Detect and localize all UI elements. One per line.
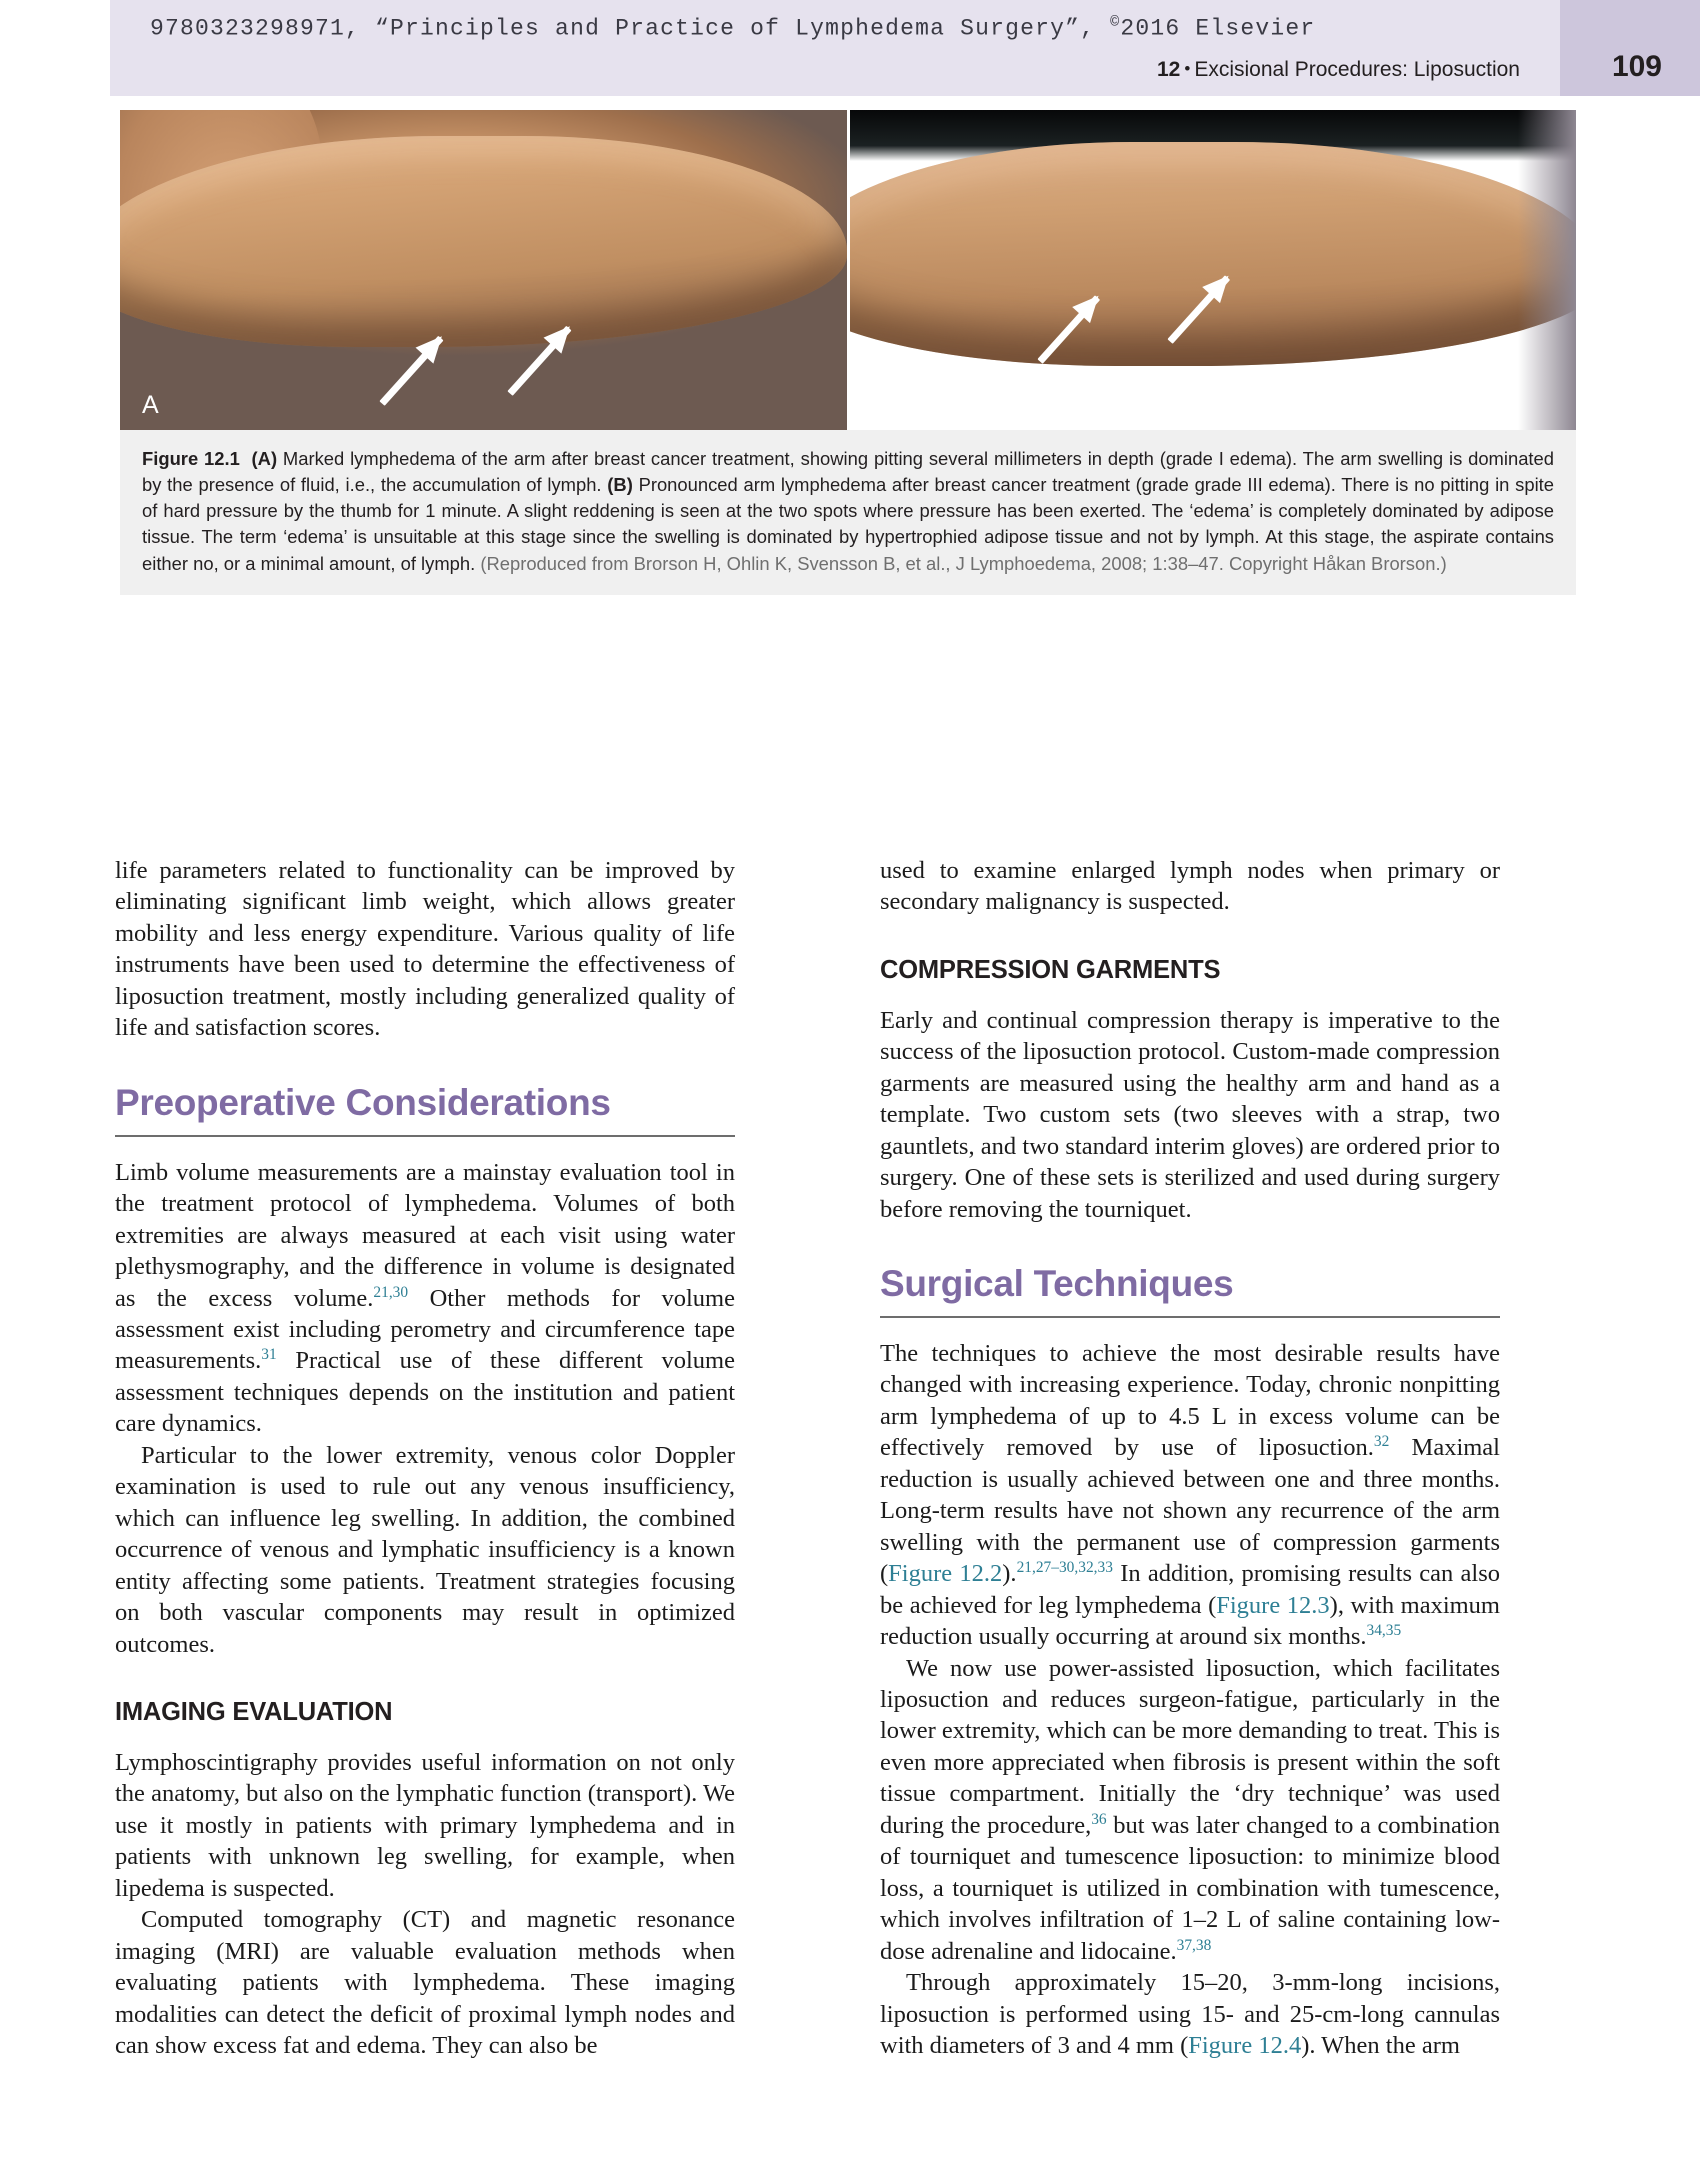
figure-caption [120,430,1576,595]
left-paragraph-3: Particular to the lower extremity, venous color Doppler examination is used to rule out any venous insufficiency, which can influence leg swelling. In addition, the combined occurrence of venous and lymphatic insufficiency is a known entity affecting some patients. Treatment strategies focusing on both vascular components may result in optimized outcomes. [115,1441,735,1658]
watermark-copyright-symbol: © [1110,14,1121,31]
right-paragraph-1: used to examine enlarged lymph nodes when primary or secondary malignancy is suspected. [880,857,1500,916]
panel-b-right-edge [1518,110,1576,430]
cross-reference-figure-12-2[interactable]: Figure 12.2 [888,1560,1003,1588]
reference-marker-36: 36 [1091,1810,1107,1828]
figure-caption-source: (Reproduced from Brorson H, Ohlin K, Svensson B, et al., J Lymphoedema, 2008; 1:38–47. Copyright Håkan Brorson.) [480,552,1447,574]
right-paragraph-5 [880,1967,1500,2061]
page-header-band [0,0,1700,96]
reference-marker-37-38: 37,38 [1176,1936,1212,1954]
right-p3-text-d: In addition, promising results can also be achieved for leg lymphedema ( [880,1560,1501,1619]
figure-caption-text-a: Marked lymphedema of the arm after breast cancer treatment, showing pitting several millimeters in depth (grade I edema). The arm swelling is dominated by the presence of fluid, i.e., the accumulation of lymph. [142,448,1554,496]
right-p3-text-c: ). [1002,1560,1017,1588]
header-left-margin [0,0,110,96]
right-p3-text-a: The techniques to achieve the most desirable results have changed with increasing experience. Today, chronic nonpitting arm lymphedema of up to 4.5 L in excess volume can be effectively removed by use of liposuction. [880,1339,1500,1462]
page-number: 109 [1611,50,1662,83]
running-head-title: Excisional Procedures: Liposuction [1194,58,1520,81]
heading-compression-garments: COMPRESSION GARMENTS [880,955,1221,984]
cross-reference-figure-12-3[interactable]: Figure 12.3 [1216,1591,1330,1619]
right-paragraph-3 [880,1338,1500,1653]
figure-caption-text-b: Pronounced arm lymphedema after breast cancer treatment (grade grade III edema). There is no pitting in spite of hard pressure by the thumb for 1 minute. A slight reddening is seen at the two spots where pressure has been exerted. The ‘edema’ is completely dominated by adipose tissue. The term ‘edema’ is unsuitable at this stage since the swelling is dominated by hypertrophied adipose tissue and not by lymph. At this stage, the aspirate contains either no, or a minimal amount, of lymph. [142,474,1554,574]
panel-b-arm [850,142,1577,366]
running-head-separator: • [1184,59,1191,78]
left-paragraph-2 [115,1157,735,1440]
chapter-number: 12 [1157,58,1181,81]
reference-marker-31: 31 [261,1346,277,1364]
figure-image-row [120,110,1576,430]
figure-photo-panel-a [120,110,847,430]
heading-preoperative-considerations: Preoperative Considerations [115,1081,611,1123]
figure-caption-b-tag: (B) [607,474,633,496]
reference-marker-21-27-30-32-33: 21,27–30,32,33 [1016,1558,1113,1576]
right-p5-text-a: Through approximately 15–20, 3-mm-long incisions, liposuction is performed using 15- and 25-cm-long cannulas with diameters of 3 and 4 mm ( [880,1969,1500,2060]
reference-marker-34-35: 34,35 [1366,1621,1402,1639]
watermark-prefix: 9780323298971, “Principles and Practice of Lymphedema Surgery”, [150,15,1111,42]
figure-photo-panel-b [850,110,1577,430]
figure-12-1 [120,110,1576,595]
cross-reference-figure-12-4[interactable]: Figure 12.4 [1188,2032,1302,2060]
right-paragraph-4 [880,1653,1500,1968]
watermark-suffix: 2016 Elsevier [1120,15,1316,42]
right-p3-text-e: ), with maximum reduction usually occurring at around six months. [880,1591,1500,1651]
panel-a-label: A [142,391,160,419]
left-paragraph-1: life parameters related to functionality can be improved by eliminating significant limb weight, which allows greater mobility and less energy expenditure. Various quality of life instruments have been used to determine the effectiveness of liposuction treatment, mostly including generalized quality of life and satisfaction scores. [115,857,735,1042]
reference-marker-21-30: 21,30 [373,1283,409,1301]
right-p4-text-a: We now use power-assisted liposuction, which facilitates liposuction and reduces surgeon-fatigue, particularly in the lower extremity, which can be more demanding to treat. This is even more appreciated when fibrosis is present within the soft tissue compartment. Initially the ‘dry technique’ was used during the procedure, [880,1654,1500,1839]
left-p2-text-a: Limb volume measurements are a mainstay evaluation tool in the treatment protocol of lymphedema. Volumes of both extremities are always measured at each visit using water plethysmography, and the difference in volume is designated as the excess volume. [115,1158,735,1312]
right-p5-text-b: ). When the arm [1301,2032,1460,2060]
left-p2-text-c: Practical use of these different volume assessment techniques depends on the institution and patient care dynamics. [115,1347,735,1438]
heading-surgical-techniques: Surgical Techniques [880,1262,1234,1304]
right-p3-text-b: Maximal reduction is usually achieved between one and three months. Long-term results have not shown any recurrence of the arm swelling with the permanent use of compression garments ( [880,1434,1500,1588]
reference-marker-32: 32 [1373,1433,1390,1451]
right-p4-text-b: but was later changed to a combination of tourniquet and tumescence liposuction: to minimize blood loss, a tourniquet is utilized in combination with tumescence, which involves infiltration of 1–2 L of saline containing low-dose adrenaline and lidocaine. [880,1811,1500,1965]
body-column-left [115,855,735,2062]
running-head [1157,58,1520,82]
body-column-right [880,855,1500,2062]
figure-caption-a-tag: (A) [251,448,278,469]
left-paragraph-4: Lymphoscintigraphy provides useful information on not only the anatomy, but also on the lymphatic function (transport). We use it mostly in patients with primary lymphedema and in patients with unknown leg swelling, for example, when lipedema is suspected. [115,1748,735,1902]
left-paragraph-5: Computed tomography (CT) and magnetic resonance imaging (MRI) are valuable evaluation methods when evaluating patients with lymphedema. These imaging modalities can detect the deficit of proximal lymph nodes and can show excess fat and edema. They can also be [115,1906,735,2060]
panel-a-arm [120,136,847,347]
copyright-watermark [150,14,1315,42]
left-p2-text-b: Other methods for volume assessment exist including perometry and circumference tape measurements. [115,1284,735,1375]
panel-b-label: B [871,391,889,419]
figure-caption-label: Figure 12.1 [142,448,240,469]
heading-rule-surgical [880,1316,1500,1318]
heading-rule-preoperative [115,1135,735,1137]
right-paragraph-2: Early and continual compression therapy is imperative to the success of the liposuction protocol. Custom-made compression garments are measured using the healthy arm and hand as a template. Two custom sets (two sleeves with a strap, two gauntlets, and two standard interim gloves) are ordered prior to surgery. One of these sets is sterilized and used during surgery before removing the tourniquet. [880,1006,1500,1223]
heading-imaging-evaluation: IMAGING EVALUATION [115,1698,393,1727]
